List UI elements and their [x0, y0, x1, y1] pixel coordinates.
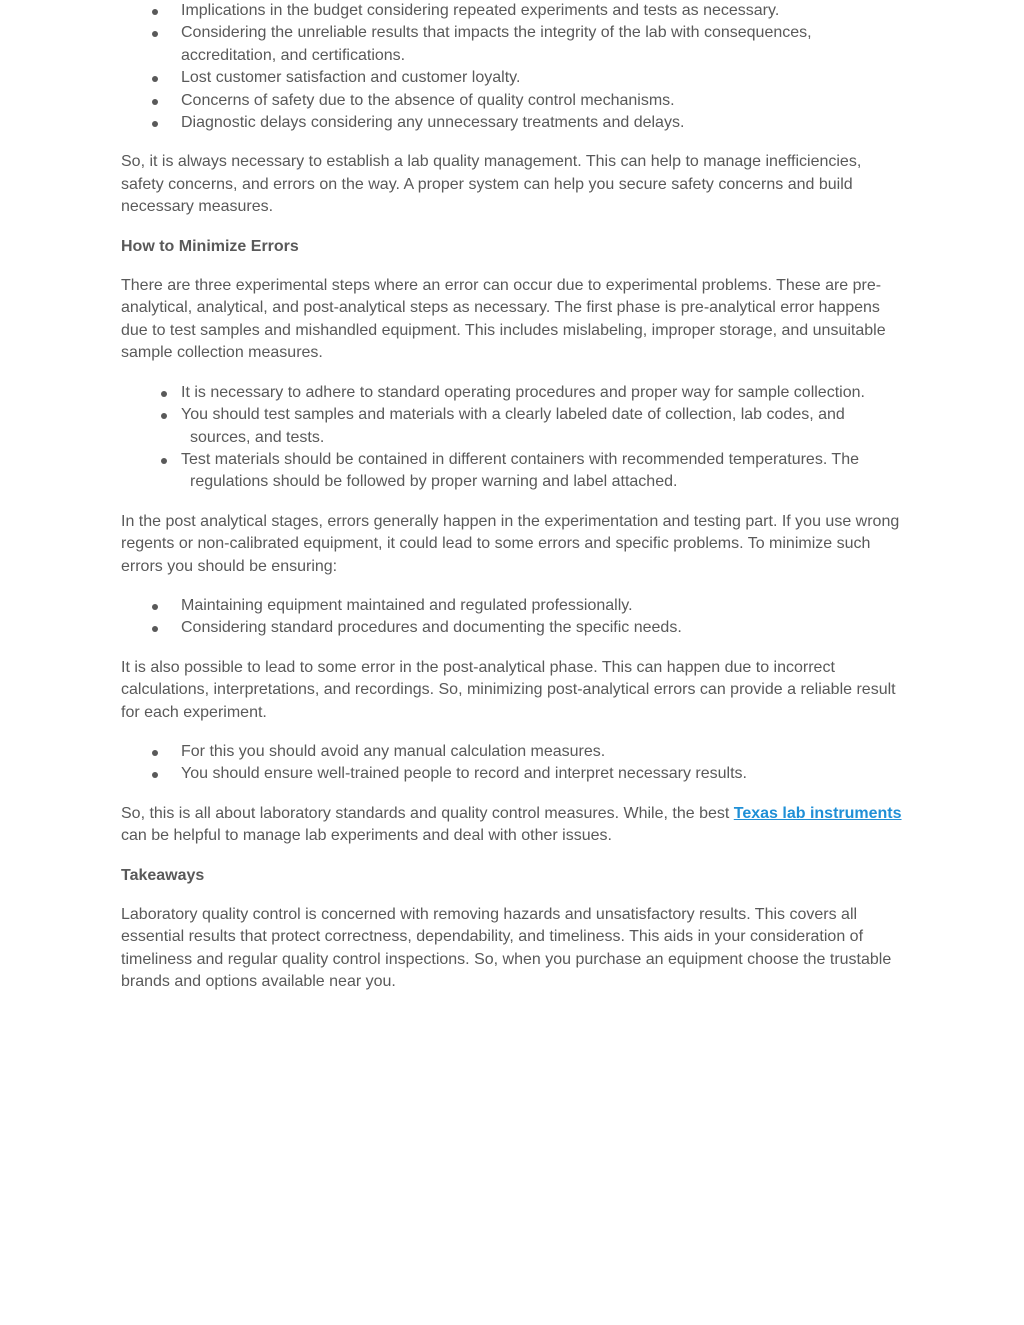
texas-lab-instruments-link[interactable]: Texas lab instruments: [733, 804, 902, 822]
list-item: You should ensure well-trained people to record and interpret necessary results.: [121, 763, 905, 785]
list-item: Test materials should be contained in different containers with recommended temperatures. The regulations should be followed by proper warning and label attached.: [121, 449, 905, 494]
paragraph: In the post analytical stages, errors generally happen in the experimentation and testing part. If you use wrong regents or non-calibrated equipment, it could lead to some errors and specific problems. To minimize such errors you should be ensuring:: [121, 512, 900, 575]
section-heading: How to Minimize Errors: [121, 237, 299, 255]
paragraph: [121, 803, 905, 848]
paragraph-text: So, this is all about laboratory standards and quality control measures. While, the best: [121, 804, 734, 822]
paragraph: So, it is always necessary to establish a lab quality management. This can help to manage inefficiencies, safety concerns, and errors on the way. A proper system can help you secure safety concerns and build necessary measures.: [121, 153, 862, 216]
paragraph: It is also possible to lead to some error in the post-analytical phase. This can happen due to incorrect calculations, interpretations, and recordings. So, minimizing post-analytical errors can provide a reliable result for each experiment.: [121, 658, 896, 721]
list-item: Maintaining equipment maintained and regulated professionally.: [121, 595, 905, 617]
list-item: It is necessary to adhere to standard operating procedures and proper way for sample collection.: [121, 382, 905, 404]
list-item: Lost customer satisfaction and customer loyalty.: [121, 67, 905, 89]
pre-analytical-list: [121, 382, 905, 494]
list-item: Considering standard procedures and documenting the specific needs.: [121, 617, 905, 639]
document-page: [121, 0, 905, 994]
post-analytical-list: [121, 741, 905, 786]
section-heading: Takeaways: [121, 866, 205, 884]
paragraph: There are three experimental steps where an error can occur due to experimental problems. These are pre-analytical, analytical, and post-analytical steps as necessary. The first phase is pre-analytical error happens due to test samples and mishandled equipment. This includes mislabeling, improper storage, and unsuitable sample collection measures.: [121, 277, 886, 362]
list-item: You should test samples and materials with a clearly labeled date of collection, lab codes, and sources, and tests.: [121, 404, 905, 449]
list-item: Diagnostic delays considering any unnecessary treatments and delays.: [121, 112, 905, 134]
paragraph-text: can be helpful to manage lab experiments and deal with other issues.: [121, 827, 612, 845]
list-item: Considering the unreliable results that impacts the integrity of the lab with consequences, accreditation, and certifications.: [121, 22, 905, 67]
list-item: Implications in the budget considering repeated experiments and tests as necessary.: [121, 0, 905, 22]
list-item: For this you should avoid any manual calculation measures.: [121, 741, 905, 763]
analytical-list: [121, 595, 905, 640]
list-item: Concerns of safety due to the absence of quality control mechanisms.: [121, 90, 905, 112]
paragraph: Laboratory quality control is concerned with removing hazards and unsatisfactory results. This covers all essential results that protect correctness, dependability, and timeliness. This aids in your consideration of timeliness and regular quality control inspections. So, when you purchase an equipment choose the trustable brands and options available near you.: [121, 906, 892, 991]
consequences-list: [121, 0, 905, 134]
